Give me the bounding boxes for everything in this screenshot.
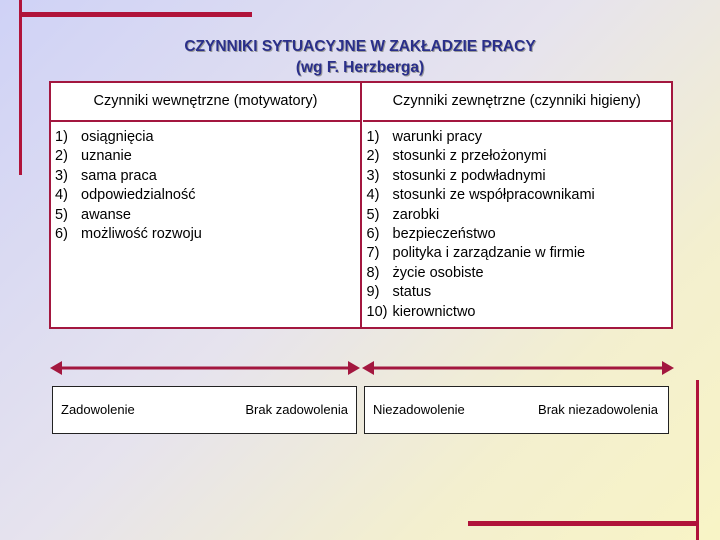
page-title <box>0 36 720 78</box>
list-item <box>55 186 360 205</box>
list-item <box>55 225 360 244</box>
list-item <box>55 167 360 186</box>
list-item <box>367 225 672 244</box>
list-item-number: 4) <box>55 187 68 204</box>
list-item-text: osiągnięcia <box>81 129 154 145</box>
list-item-number: 9) <box>366 284 380 301</box>
list-item-number: 1) <box>366 129 380 145</box>
scale-label-satisfaction: Zadowolenie <box>61 402 135 417</box>
decorative-line-top-left <box>19 0 22 175</box>
list-item <box>55 147 360 166</box>
decorative-line-bottom-right <box>696 380 699 540</box>
list-item-text: kierownictwo <box>392 303 476 320</box>
scale-label-dissatisfaction: Niezadowolenie <box>373 402 465 417</box>
list-item <box>367 283 672 302</box>
list-item <box>367 303 672 322</box>
list-item-text: polityka i zarządzanie w firmie <box>392 245 586 262</box>
list-item-text: stosunki z przełożonymi <box>392 148 547 165</box>
list-item-text: odpowiedzialność <box>81 187 196 204</box>
list-item-number: 3) <box>366 167 380 184</box>
decorative-bar-top <box>22 12 252 17</box>
internal-factors-header: Czynniki wewnętrzne (motywatory) <box>51 83 360 122</box>
dissatisfaction-scale <box>364 386 669 434</box>
title-line-1: CZYNNIKI SYTUACYJNE W ZAKŁADZIE PRACY <box>184 38 536 55</box>
list-item-text: uznanie <box>81 148 132 165</box>
list-item-number: 1) <box>55 129 68 145</box>
external-factors-header: Czynniki zewnętrzne (czynniki higieny) <box>363 83 672 122</box>
double-arrow-left-icon <box>50 358 360 378</box>
list-item-text: awanse <box>81 206 131 223</box>
factors-table <box>49 81 673 329</box>
external-factors-column <box>363 83 672 327</box>
list-item-text: życie osobiste <box>392 264 484 281</box>
list-item <box>367 244 672 263</box>
list-item-number: 5) <box>55 206 68 223</box>
list-item <box>367 128 672 147</box>
list-item <box>367 206 672 225</box>
list-item-number: 6) <box>55 225 68 242</box>
list-item <box>55 128 360 147</box>
external-factors-list <box>363 122 672 322</box>
scale-label-no-dissatisfaction: Brak niezadowolenia <box>538 402 658 417</box>
internal-factors-column <box>51 83 362 327</box>
list-item-text: stosunki ze współpracownikami <box>392 187 595 204</box>
list-item-number: 4) <box>366 187 380 204</box>
list-item-text: status <box>392 284 432 301</box>
satisfaction-scale <box>52 386 357 434</box>
internal-factors-list <box>51 122 360 244</box>
scale-label-no-satisfaction: Brak zadowolenia <box>245 402 348 417</box>
list-item-text: bezpieczeństwo <box>392 225 496 242</box>
list-item-number: 5) <box>366 206 380 223</box>
list-item-number: 2) <box>55 148 68 165</box>
double-arrow-right-icon <box>362 358 674 378</box>
decorative-bar-bottom <box>468 521 698 526</box>
list-item <box>367 167 672 186</box>
list-item-text: sama praca <box>81 167 157 184</box>
list-item-text: warunki pracy <box>392 129 482 145</box>
list-item-text: zarobki <box>392 206 440 223</box>
list-item <box>367 264 672 283</box>
list-item-number: 7) <box>366 245 380 262</box>
list-item-number: 2) <box>366 148 380 165</box>
list-item <box>55 206 360 225</box>
title-line-2: (wg F. Herzberga) <box>295 59 425 76</box>
list-item <box>367 186 672 205</box>
list-item-number: 6) <box>366 225 380 242</box>
list-item <box>367 147 672 166</box>
list-item-number: 10) <box>366 303 388 320</box>
list-item-text: możliwość rozwoju <box>81 225 202 242</box>
list-item-number: 8) <box>366 264 380 281</box>
list-item-text: stosunki z podwładnymi <box>392 167 546 184</box>
list-item-number: 3) <box>55 167 68 184</box>
